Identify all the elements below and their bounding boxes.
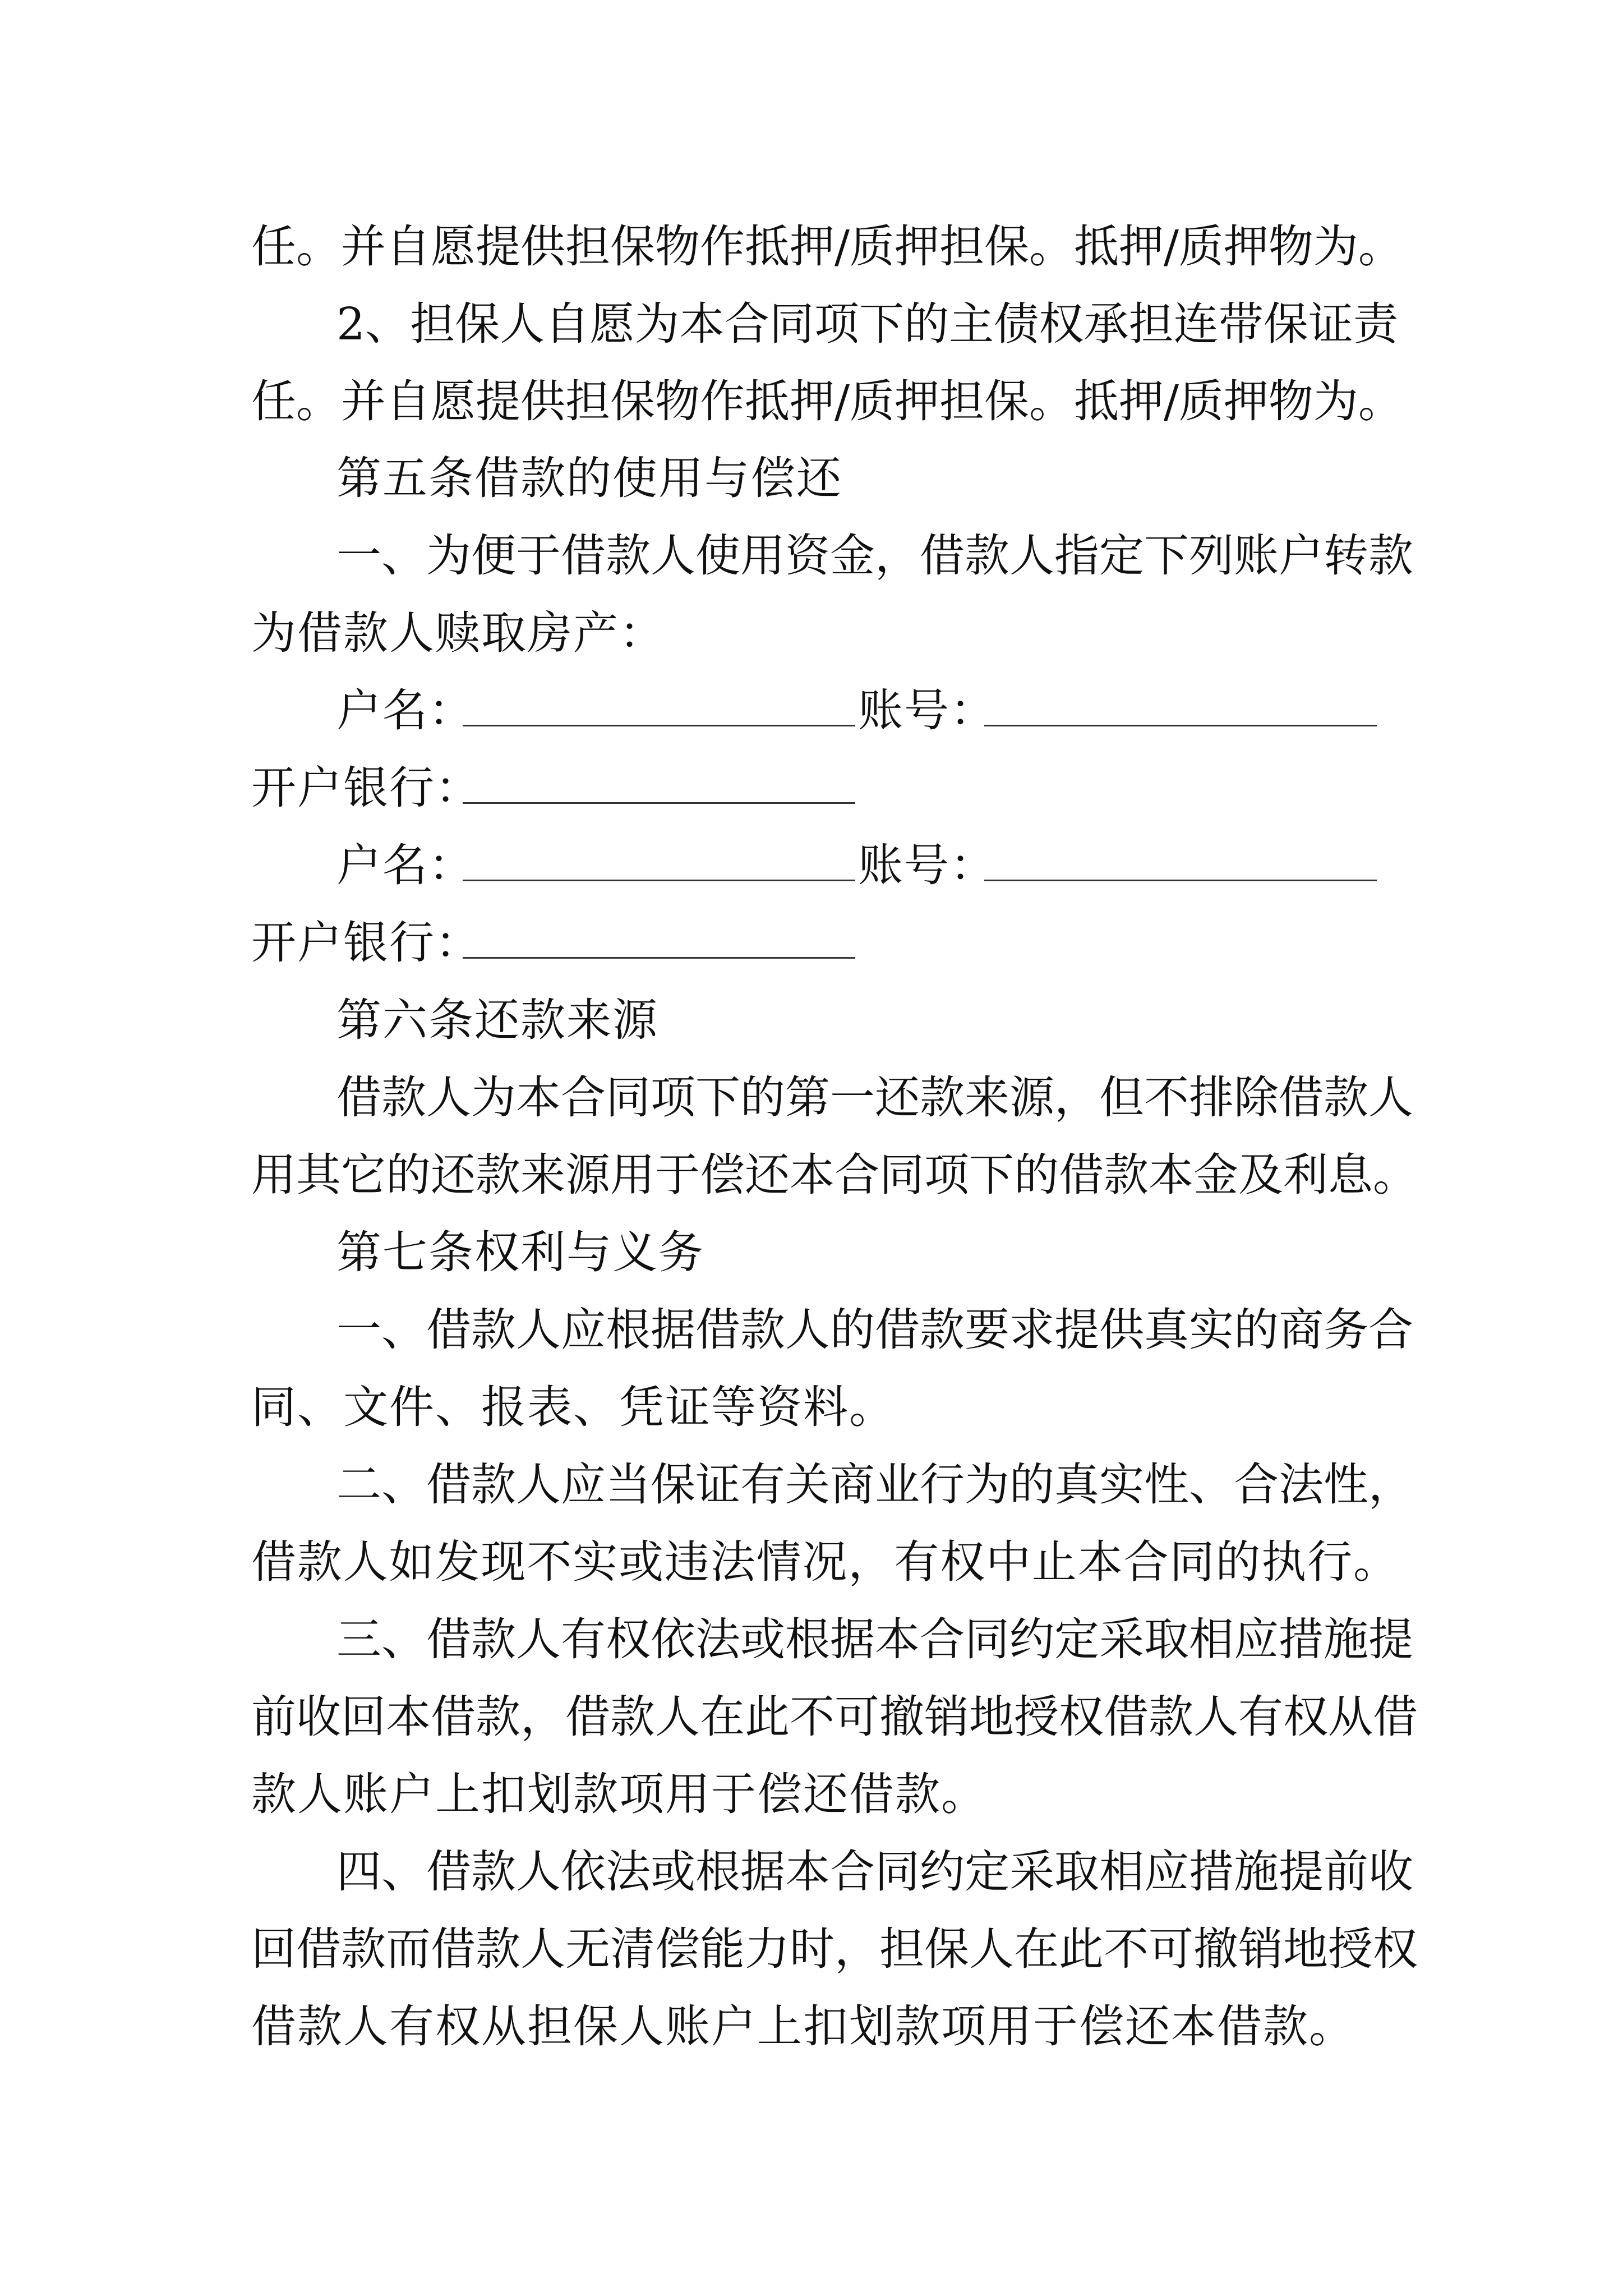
paragraph-line: 借款人有权从担保人账户上扣划款项用于偿还本借款。 bbox=[251, 2000, 1355, 2053]
bank-label: 开户银行： bbox=[251, 917, 481, 969]
paragraph-line: 前收回本借款，借款人在此不可撤销地授权借款人有权从借 bbox=[251, 1691, 1418, 1743]
bank-blank[interactable] bbox=[463, 957, 855, 959]
bank-label: 开户银行： bbox=[251, 762, 481, 814]
account-name-label: 户名： bbox=[336, 684, 474, 737]
article-6-title: 第六条还款来源 bbox=[336, 994, 658, 1046]
bank-blank[interactable] bbox=[463, 802, 855, 804]
paragraph-line: 同、文件、报表、凭证等资料。 bbox=[251, 1381, 895, 1433]
account-number-blank[interactable] bbox=[984, 880, 1377, 881]
account-number-blank[interactable] bbox=[984, 725, 1377, 726]
paragraph-line: 一、为便于借款人使用资金，借款人指定下列账户转款 bbox=[336, 530, 1413, 582]
paragraph-line: 任。并自愿提供担保物作抵押/质押担保。抵押/质押物为。 bbox=[251, 375, 1403, 427]
account-number-label: 账号： bbox=[858, 684, 996, 737]
paragraph-line: 为借款人赎取房产： bbox=[251, 607, 665, 659]
article-5-title: 第五条借款的使用与偿还 bbox=[336, 452, 842, 504]
account-number-label: 账号： bbox=[858, 839, 996, 891]
paragraph-line: 款人账户上扣划款项用于偿还借款。 bbox=[251, 1768, 987, 1820]
paragraph-line: 四、借款人依法或根据本合同约定采取相应措施提前收 bbox=[336, 1846, 1413, 1898]
account-name-blank[interactable] bbox=[463, 880, 855, 881]
paragraph-line: 2、担保人自愿为本合同项下的主债权承担连带保证责 bbox=[336, 298, 1398, 350]
paragraph-line: 回借款而借款人无清偿能力时，担保人在此不可撤销地授权 bbox=[251, 1923, 1418, 1975]
paragraph-line: 三、借款人有权依法或根据本合同约定采取相应措施提 bbox=[336, 1613, 1413, 1665]
account-name-label: 户名： bbox=[336, 839, 474, 891]
account-name-blank[interactable] bbox=[463, 725, 855, 726]
paragraph-line: 借款人如发现不实或违法情况，有权中止本合同的执行。 bbox=[251, 1536, 1398, 1588]
paragraph-line: 用其它的还款来源用于偿还本合同项下的借款本金及利息。 bbox=[251, 1149, 1418, 1201]
article-7-title: 第七条权利与义务 bbox=[336, 1226, 704, 1278]
paragraph-line: 任。并自愿提供担保物作抵押/质押担保。抵押/质押物为。 bbox=[251, 220, 1403, 273]
paragraph-line: 一、借款人应根据借款人的借款要求提供真实的商务合 bbox=[336, 1304, 1413, 1356]
paragraph-line: 二、借款人应当保证有关商业行为的真实性、合法性， bbox=[336, 1458, 1413, 1511]
paragraph-line: 借款人为本合同项下的第一还款来源，但不排除借款人 bbox=[336, 1071, 1413, 1124]
